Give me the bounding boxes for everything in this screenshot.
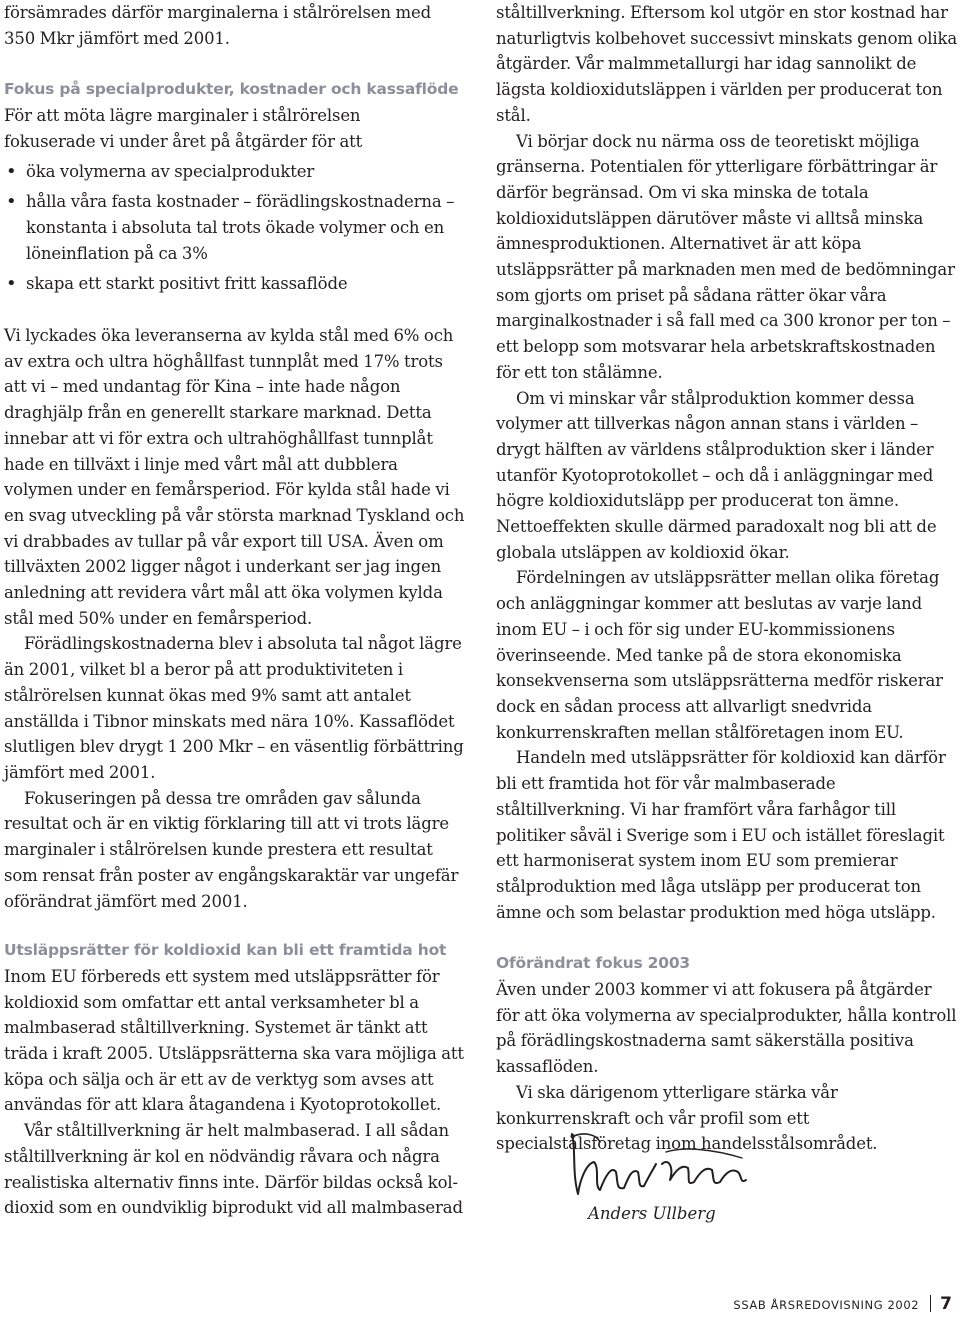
paragraph-continuation: ståltillverkning. Eftersom kol utgör en stor kostnad har naturligtvis kolbehovet successivt minskats genom olika åtgärder. Vår malmmetallurgi har idag sannolikt de lägsta koldioxidutsläppen i världen per producerat ton stål.	[496, 3, 958, 125]
paragraph-strengthen: Vi ska därigenom ytterligare stärka vår konkurrenskraft och vår profil som ett specialstålsföretag inom handelsstålsområdet.	[496, 1082, 878, 1154]
section-intro: För att möta lägre marginaler i stålrörelsen fokuserade vi under året på åtgärder för att	[4, 106, 363, 151]
paragraph-volumes: Vi lyckades öka leveranserna av kylda stål med 6% och av extra och ultra höghållfast tunnplåt med 17% trots att vi – med undantag för Kina – inte hade någon draghjälp från en generellt starkare marknad. Detta innebar att vi för extra och ultrahöghållfast tunnplåt hade en tillväxt i linje med vårt mål att dubblera volymen under en femårsperiod. För kylda stål hade vi en svag utveckling på vår största marknad Tyskland och vi drabbades av tullar på vår export till USA. Även om tillväxten 2002 ligger något i underkant ser jag ingen anledning att revidera vårt mål att öka volymen kylda stål med 50% under en femårsperiod.	[4, 326, 465, 628]
bullet-item: • skapa ett starkt positivt fritt kassaflöde	[4, 271, 460, 297]
bullet-list	[4, 159, 460, 298]
paragraph-reduce: Om vi minskar vår stålproduktion kommer dessa volymer att tillverkas någon annan stans i världen – drygt hälften av världens stålproduktion sker i länder utanför Kyotoprotokollet – och då i anläggningar med högre koldioxidutsläpp per producerat ton ämne. Nettoeffekten skulle därmed paradoxalt nog bli att de globala utsläppen av koldioxid ökar.	[496, 388, 937, 562]
left-column	[4, 0, 470, 1221]
bullet-item: • öka volymerna av specialprodukter	[4, 159, 460, 185]
paragraph-distribution: Fördelningen av utsläppsrätter mellan olika företag och anläggningar kommer att beslutas av varje land inom EU – i och för sig under EU-kommissionens överinseende. Med tanke på de stora ekonomiska konsekvenserna som utsläppsrätterna medför riskerar dock en sådan process att allvarligt snedvrida konkurrenskraften mellan stålföretagen inom EU.	[496, 568, 943, 742]
signature-scrawl	[566, 1128, 756, 1208]
page-number: 7	[940, 1294, 952, 1314]
section-heading-2003: Oförändrat fokus 2003	[496, 954, 691, 973]
paragraph-trade: Handeln med utsläppsrätter för koldioxid kan därför bli ett framtida hot för vår malmbaserade ståltillverkning. Vi har framfört våra farhågor till politiker såväl i Sverige som i EU och istället föreslagit ett harmoniserat system inom EU som premierar stålproduktion med låga utsläpp per producerat ton ämne och som belastar produktion med höga utsläpp.	[496, 748, 946, 922]
signature-name: Anders Ullberg	[588, 1204, 716, 1223]
footer-divider	[930, 1295, 931, 1312]
paragraph-2003: Även under 2003 kommer vi att fokusera på åtgärder för att öka volymerna av specialprodukter, hålla kontroll på förädlingskostnaderna samt säkerställa positiva kassaflöden.	[496, 980, 957, 1077]
signature-block	[566, 1128, 756, 1236]
section-heading-emissions: Utsläppsrätter för koldioxid kan bli ett framtida hot	[4, 941, 447, 960]
intro-line	[4, 0, 470, 51]
paragraph-limits: Vi börjar dock nu närma oss de teoretiskt möjliga gränserna. Potentialen för ytterligare förbättringar är därför begränsad. Om vi ska minska de totala koldioxidutsläppen därutöver måste vi alltså minska ämnesproduktionen. Alternativet är att köpa utsläppsrätter på marknaden men med de bedömningar som gjorts om priset på sådana rätter ökar våra marginalkostnader i så fall med ca 300 kronor per ton – ett belopp som motsvarar hela arbetskraftskostnaden för ett ton stålämne.	[496, 131, 955, 382]
section-heading-focus: Fokus på specialprodukter, kostnader och kassaflöde	[4, 80, 459, 99]
report-label: SSAB ÅRSREDOVISNING 2002	[733, 1298, 920, 1312]
page-footer	[733, 1294, 952, 1314]
bullet-item: • hålla våra fasta kostnader – förädlingskostnaderna – konstanta i absoluta tal trots ökade volymer och en löneinflation på ca 3%	[4, 189, 460, 266]
intro-line-1: försämrades därför marginalerna i stålrörelsen med	[4, 3, 431, 22]
paragraph-costs: Förädlingskostnaderna blev i absoluta tal något lägre än 2001, vilket bl a beror på att produktiviteten i stålrörelsen kunnat ökas med 9% samt att antalet anställda i Tibnor minskats med nära 10%. Kassaflödet slutligen blev drygt 1 200 Mkr – en väsentlig förbättring jämfört med 2001.	[4, 634, 464, 782]
paragraph-eu: Inom EU förbereds ett system med utsläppsrätter för koldioxid som omfattar ett antal verksamheter bl a malmbaserad ståltillverkning. Systemet är tänkt att träda i kraft 2005. Utsläppsrätterna ska vara möjliga att köpa och sälja och är ett av de verktyg som avses att användas för att klara åtagandena i Kyotoprotokollet.	[4, 966, 464, 1115]
paragraph-ore: Vår ståltillverkning är helt malmbaserad. I all sådan ståltillverkning är kol en nödvändig råvara och några realistiska alternativ finns inte. Därför bildas också kol- dioxid som en oundviklig biprodukt vid all malmbaserad	[4, 1121, 463, 1218]
paragraph-focus: Fokuseringen på dessa tre områden gav sålunda resultat och är en viktig förklaring till att vi trots lägre marginaler i stålrörelsen kunde prestera ett resultat som rensat från poster av engångskaraktär var ungefär oförändrat jämfört med 2001.	[4, 788, 459, 911]
right-column	[496, 0, 958, 1157]
intro-line-2: 350 Mkr jämfört med 2001.	[4, 28, 230, 48]
